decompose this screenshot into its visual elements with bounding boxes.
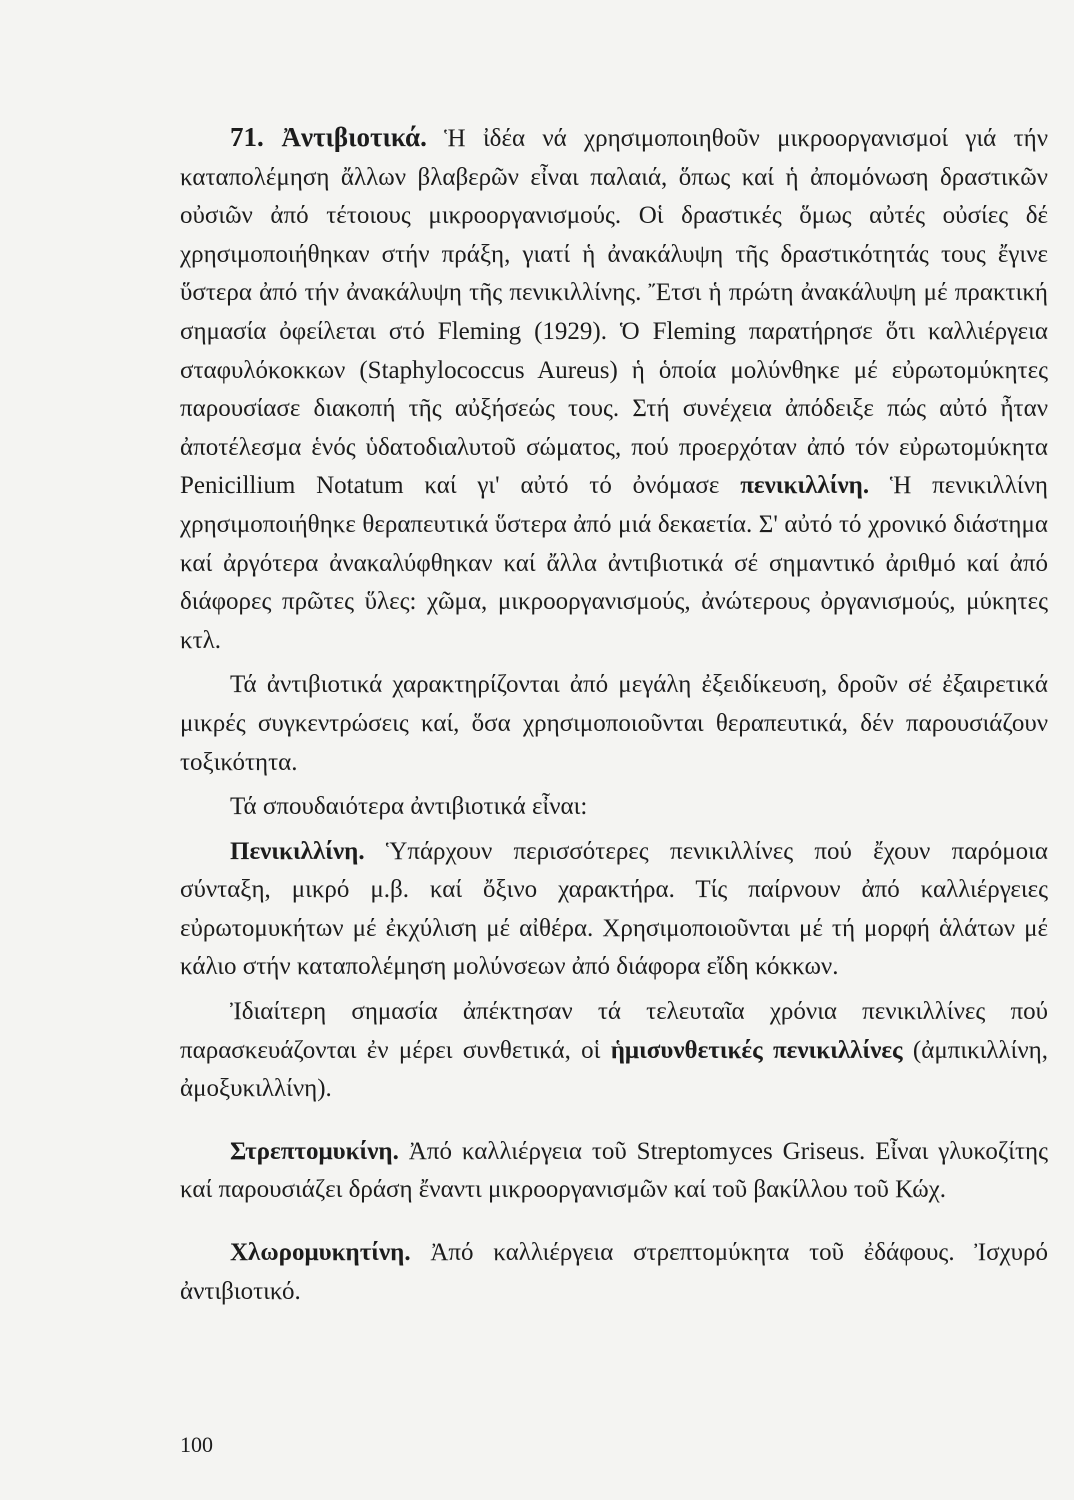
page-number: 100: [180, 1432, 213, 1457]
semisynthetic-text-end: (ἀμπικιλλίνη, ἀμοξυκιλλίνη).: [180, 1036, 1048, 1103]
penicillin-heading: Πενικιλλίνη.: [230, 837, 365, 865]
semisynthetic-text: Ἰδιαίτερη σημασία ἀπέκτησαν τά τελευταῖα χρόνια πενικιλλίνες πού παρασκευάζονται ἐν μέρει συνθετικά, οἱ: [180, 998, 1048, 1064]
streptomycin-paragraph: [180, 1133, 1048, 1210]
characteristics-paragraph: Τά ἀντιβιοτικά χαρακτηρίζονται ἀπό μεγάλη ἐξειδίκευση, δροῦν σέ ἐξαιρετικά μικρές συγκεντρώσεις καί, ὅσα χρησιμοποιοῦνται θεραπευτικά, δέν παρουσιάζουν τοξικότητα.: [180, 671, 1048, 776]
page-text: [180, 118, 1048, 1311]
chloromycetin-text: Ἀπό καλλιέργεια στρεπτομύκητα τοῦ ἐδάφους. Ἰσχυρό ἀντιβιοτικό.: [180, 1239, 1048, 1305]
section-intro-text-end: Ἡ πενικιλλίνη χρησιμοποιήθηκε θεραπευτικά ὕστερα ἀπό μιά δεκαετία. Σ' αὐτό τό χρονικό διάστημα καί ἀργότερα ἀνακαλύφθηκαν καί ἄλλα ἀντιβιοτικά σέ σημαντικό ἀριθμό καί ἀπό διάφορες πρῶτες ὕλες: χῶμα, μικροοργανισμούς, ἀνώτερους ὀργανισμούς, μύκητες κτλ.: [180, 472, 1048, 654]
section-intro-text: Ἡ ἰδέα νά χρησιμοποιηθοῦν μικροοργανισμοί γιά τήν καταπολέμηση ἄλλων βλαβερῶν εἶναι παλαιά, ὅπως καί ἡ ἀπομόνωση δραστικῶν οὐσιῶν ἀπό τέτοιους μικροοργανισμούς. Οἱ δραστικές ὅμως αὐτές οὐσίες δέ χρησιμοποιήθηκαν στήν πράξη, γιατί ἡ ἀνακάλυψη τῆς δραστικότητάς τους ἔγινε ὕστερα ἀπό τήν ἀνακάλυψη τῆς πενικιλλίνης. Ἔτσι ἡ πρώτη ἀνακάλυψη μέ πρακτική σημασία ὀφείλεται στό Fleming (1929). Ὁ Fleming παρατήρησε ὅτι καλλιέργεια σταφυλόκοκκων (Staphylococcus Aureus) ἡ ὁποία μολύνθηκε μέ εὐρωτομύκητες παρουσίασε διακοπή τῆς αὐξήσεώς τους. Στή συνέχεια ἀπόδειξε πώς αὐτό ἦταν ἀποτέλεσμα ἑνός ὑδατοδιαλυτοῦ σώματος, πού προερχόταν ἀπό τόν εὐρωτομύκητα Penicillium Notatum καί γι' αὐτό τό ὀνόμασε: [180, 125, 1048, 500]
streptomycin-text: Ἀπό καλλιέργεια τοῦ Streptomyces Griseus. Εἶναι γλυκοζίτης καί παρουσιάζει δράση ἔναντι μικροοργανισμῶν καί τοῦ βακίλλου τοῦ Κώχ.: [180, 1137, 1048, 1204]
penicillin-text: Ὑπάρχουν περισσότερες πενικιλλίνες πού ἔχουν παρόμοια σύνταξη, μικρό μ.β. καί ὄξινο χαρακτήρα. Τίς παίρνουν ἀπό καλλιέργειες εὐρωτομυκήτων μέ ἐκχύλιση μέ αἰθέρα. Χρησιμοποιοῦνται μέ τή μορφή ἁλάτων μέ κάλιο στήν καταπολέμηση μολύνσεων ἀπό διάφορα εἴδη κόκκων.: [180, 837, 1048, 981]
streptomycin-heading: Στρεπτομυκίνη.: [230, 1137, 399, 1165]
semisynthetic-paragraph: [180, 993, 1048, 1109]
penicillin-paragraph: [180, 833, 1048, 987]
semisynthetic-term: ἡμισυνθετικές πενικιλλίνες: [610, 1036, 903, 1064]
section-71-paragraph: [180, 118, 1048, 660]
section-title: 71. Ἀντιβιοτικά.: [230, 122, 427, 152]
penicillin-term-inline: πενικιλλίνη.: [740, 472, 870, 500]
chloromycetin-heading: Χλωρομυκητίνη.: [230, 1239, 411, 1267]
important-antibiotics-paragraph: Τά σπουδαιότερα ἀντιβιοτικά εἶναι:: [230, 793, 588, 821]
chloromycetin-paragraph: [180, 1234, 1048, 1311]
